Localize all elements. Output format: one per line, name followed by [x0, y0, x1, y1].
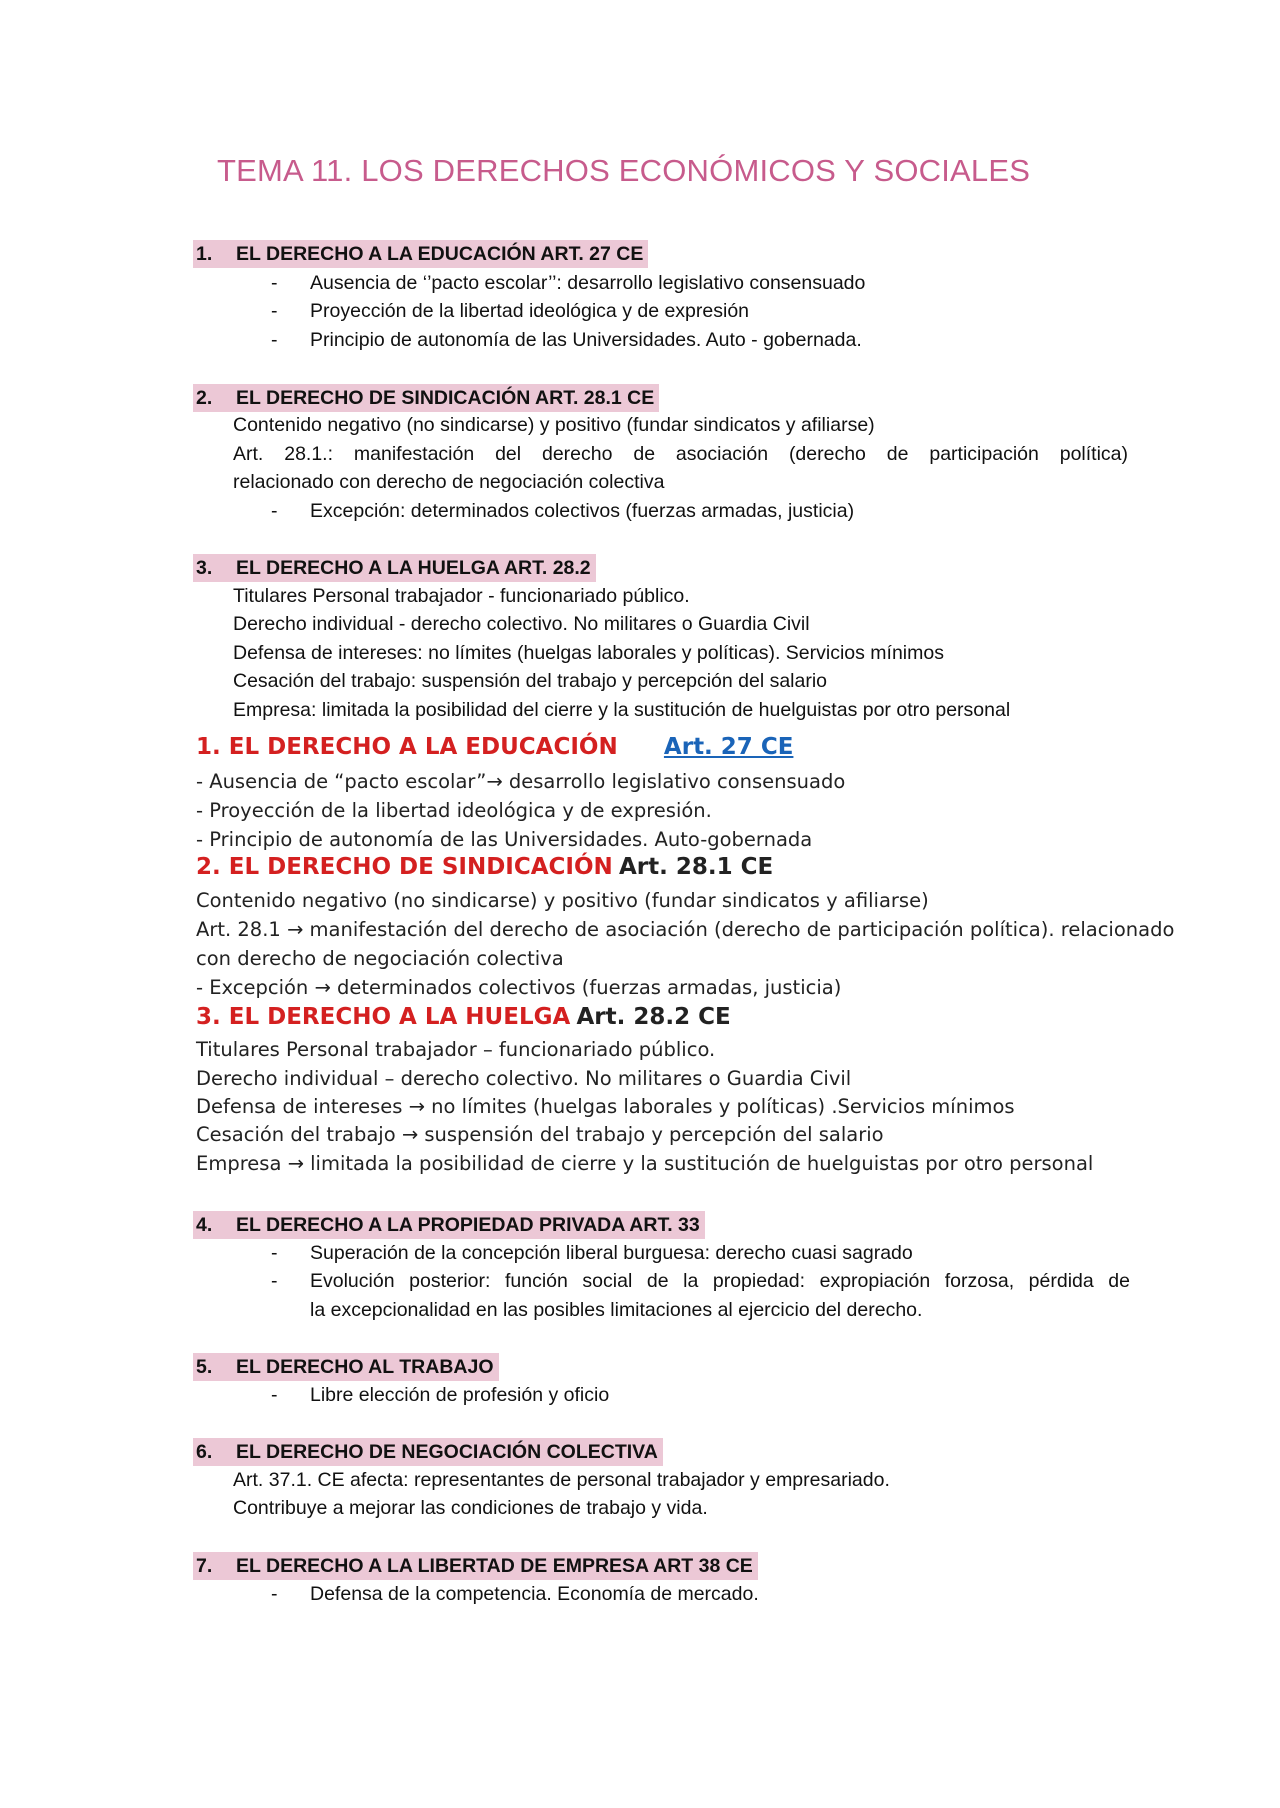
paragraph-line: Cesación del trabajo: suspensión del trabajo y percepción del salario: [233, 670, 828, 692]
bullet-dash: -: [271, 329, 278, 351]
image-line: Empresa → limitada la posibilidad de cierre y la sustitución de huelguistas por otro personal: [196, 1152, 1094, 1175]
section-heading-2: 2. EL DERECHO DE SINDICACIÓN ART. 28.1 CE: [193, 384, 659, 412]
bullet-dash: -: [271, 1583, 278, 1605]
paragraph-line: Empresa: limitada la posibilidad del cierre y la sustitución de huelguistas por otro personal: [233, 699, 1011, 721]
bullet-dash: -: [271, 272, 278, 294]
image-line: Contenido negativo (no sindicarse) y positivo (fundar sindicatos y afiliarse): [196, 889, 929, 912]
bullet-dash: -: [271, 1384, 278, 1406]
image-line: Cesación del trabajo → suspensión del trabajo y percepción del salario: [196, 1123, 884, 1146]
list-item: Ausencia de ‘’pacto escolar’’: desarrollo legislativo consensuado: [310, 272, 866, 294]
pasted-image-notes: [192, 730, 1192, 1185]
image-line: - Excepción → determinados colectivos (fuerzas armadas, justicia): [196, 976, 842, 999]
paragraph-line: Titulares Personal trabajador - funcionariado público.: [233, 585, 690, 607]
page-title: TEMA 11. LOS DERECHOS ECONÓMICOS Y SOCIALES: [217, 153, 1031, 188]
list-item: Proyección de la libertad ideológica y de expresión: [310, 300, 750, 322]
image-line: con derecho de negociación colectiva: [196, 947, 564, 970]
list-item-continuation: la excepcionalidad en las posibles limitaciones al ejercicio del derecho.: [310, 1299, 923, 1321]
list-item: Defensa de la competencia. Economía de mercado.: [310, 1583, 759, 1605]
bullet-dash: -: [271, 1242, 278, 1264]
paragraph-line: relacionado con derecho de negociación colectiva: [233, 471, 665, 493]
section-heading-4: 4. EL DERECHO A LA PROPIEDAD PRIVADA ART. 33: [193, 1211, 705, 1239]
list-item: Excepción: determinados colectivos (fuerzas armadas, justicia): [310, 500, 855, 522]
paragraph-line: Defensa de intereses: no límites (huelgas laborales y políticas). Servicios mínimos: [233, 642, 944, 664]
image-line: Derecho individual – derecho colectivo. No militares o Guardia Civil: [196, 1067, 852, 1090]
section-heading-6: 6. EL DERECHO DE NEGOCIACIÓN COLECTIVA: [193, 1438, 663, 1466]
image-line: - Ausencia de “pacto escolar”→ desarrollo legislativo consensuado: [196, 770, 846, 793]
paragraph-line: Art. 37.1. CE afecta: representantes de personal trabajador y empresariado.: [233, 1469, 890, 1491]
image-heading-2: 2. EL DERECHO DE SINDICACIÓN Art. 28.1 CE: [196, 854, 774, 880]
bullet-dash: -: [271, 300, 278, 322]
section-heading-1: 1. EL DERECHO A LA EDUCACIÓN ART. 27 CE: [193, 240, 648, 268]
paragraph-line: Derecho individual - derecho colectivo. No militares o Guardia Civil: [233, 613, 810, 635]
bullet-dash: -: [271, 1270, 278, 1292]
image-heading-1: 1. EL DERECHO A LA EDUCACIÓN Art. 27 CE: [196, 734, 794, 760]
image-heading-3: 3. EL DERECHO A LA HUELGA Art. 28.2 CE: [196, 1004, 731, 1030]
paragraph-line: Contenido negativo (no sindicarse) y positivo (fundar sindicatos y afiliarse): [233, 414, 875, 436]
image-line: - Principio de autonomía de las Universidades. Auto-gobernada: [196, 828, 813, 851]
image-line: - Proyección de la libertad ideológica y de expresión.: [196, 799, 712, 822]
list-item: Principio de autonomía de las Universidades. Auto - gobernada.: [310, 329, 862, 351]
article-link[interactable]: Art. 27 CE: [663, 734, 794, 760]
image-line: Defensa de intereses → no límites (huelgas laborales y políticas) .Servicios mínimos: [196, 1095, 1015, 1118]
bullet-dash: -: [271, 500, 278, 522]
paragraph-line: Art. 28.1.: manifestación del derecho de asociación (derecho de participación política): [233, 443, 1128, 465]
section-heading-5: 5. EL DERECHO AL TRABAJO: [193, 1353, 499, 1381]
list-item: Superación de la concepción liberal burguesa: derecho cuasi sagrado: [310, 1242, 913, 1264]
list-item: Evolución posterior: función social de la propiedad: expropiación forzosa, pérdida de: [310, 1270, 1130, 1292]
list-item: Libre elección de profesión y oficio: [310, 1384, 610, 1406]
paragraph-line: Contribuye a mejorar las condiciones de trabajo y vida.: [233, 1497, 708, 1519]
image-line: Titulares Personal trabajador – funcionariado público.: [196, 1038, 716, 1061]
section-heading-7: 7. EL DERECHO A LA LIBERTAD DE EMPRESA ART 38 CE: [193, 1552, 758, 1580]
image-line: Art. 28.1 → manifestación del derecho de asociación (derecho de participación política). relacionado: [196, 918, 1175, 941]
section-heading-3: 3. EL DERECHO A LA HUELGA ART. 28.2: [193, 554, 596, 582]
